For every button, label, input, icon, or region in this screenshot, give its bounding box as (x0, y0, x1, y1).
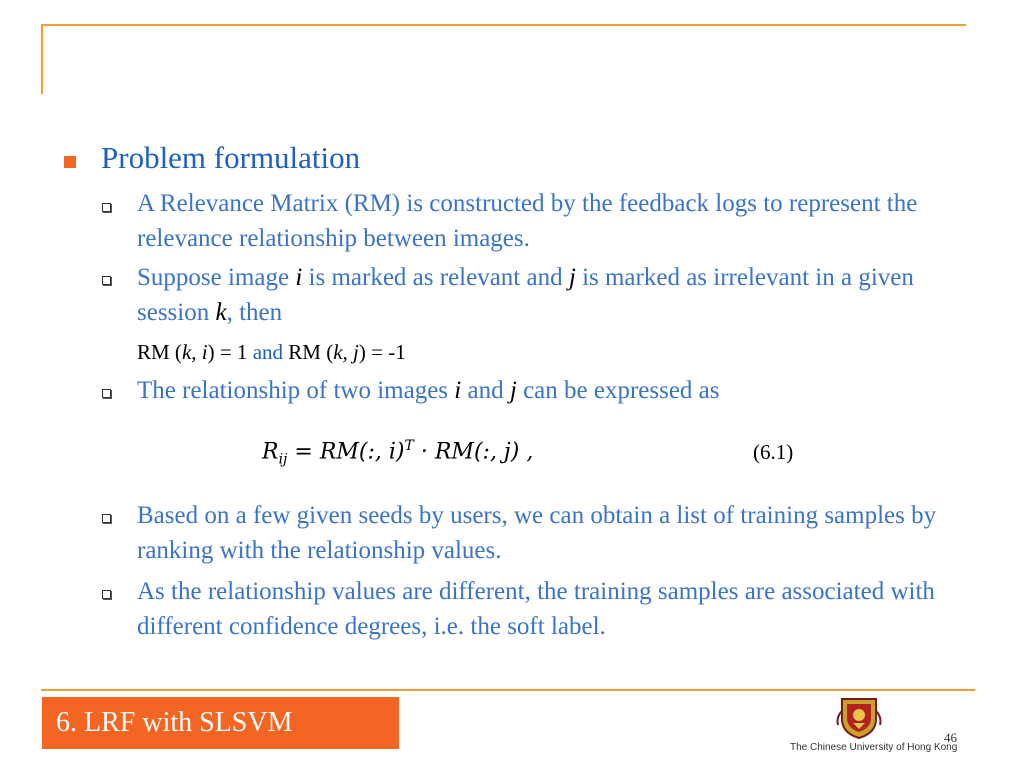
paragraph-relationship (137, 373, 967, 408)
paragraph-suppose (137, 260, 967, 330)
main-bullet-icon (64, 156, 76, 168)
formula-6-1 (262, 438, 533, 468)
text-fragment: , then (226, 299, 283, 326)
sub-bullet-icon (102, 389, 111, 398)
text-fragment: ) = -1 (358, 340, 406, 364)
rm-equation-line (137, 340, 406, 365)
section-title-box (42, 697, 399, 749)
variable-k-i: k, i (181, 340, 208, 364)
formula-lhs: R (262, 439, 279, 465)
equation-number: (6.1) (753, 440, 794, 464)
formula-transpose: T (404, 438, 414, 454)
text-fragment: is marked as relevant and (302, 264, 569, 291)
university-crest-icon (836, 695, 882, 739)
variable-j: j (509, 377, 517, 404)
frame-top-line (41, 24, 966, 26)
text-fragment: The relationship of two images (137, 377, 455, 404)
variable-j: j (568, 264, 576, 291)
frame-left-line (41, 24, 43, 94)
variable-k-j: k, j (333, 340, 359, 364)
and-keyword: and (252, 340, 284, 364)
slide-heading: Problem formulation (101, 140, 361, 175)
paragraph-relevance-matrix: A Relevance Matrix (RM) is constructed by the feedback logs to represent the relevance relationship between images. (137, 190, 918, 252)
page-number: 46 (944, 730, 957, 745)
text-fragment: ) = 1 (207, 340, 253, 364)
variable-i: i (454, 377, 462, 404)
paragraph-confidence: As the relationship values are different, the training samples are associated with different confidence degrees, i.e. the soft label. (137, 578, 935, 640)
text-fragment: can be expressed as (516, 377, 720, 404)
text-fragment: Suppose image (137, 264, 296, 291)
sub-bullet-icon (102, 276, 111, 285)
text-fragment: and (461, 377, 510, 404)
text-fragment: RM ( (137, 340, 182, 364)
formula-subscript: ij (278, 451, 288, 468)
footer-divider (41, 689, 975, 691)
text-fragment: RM ( (283, 340, 334, 364)
paragraph-seeds: Based on a few given seeds by users, we can obtain a list of training samples by ranking with the relationship values. (137, 502, 937, 564)
sub-bullet-icon (102, 514, 111, 523)
variable-k: k (215, 299, 227, 326)
formula-rhs-part1: = RM(:, i) (287, 439, 405, 465)
sub-bullet-icon (102, 590, 111, 599)
sub-bullet-icon (102, 203, 111, 212)
text-fragment: is marked as irrelevant in a given session (137, 264, 914, 326)
variable-i: i (295, 264, 303, 291)
formula-rhs-part2: · RM(:, j) , (413, 439, 534, 465)
section-title: 6. LRF with SLSVM (56, 707, 293, 738)
university-name: The Chinese University of Hong Kong (790, 742, 958, 753)
